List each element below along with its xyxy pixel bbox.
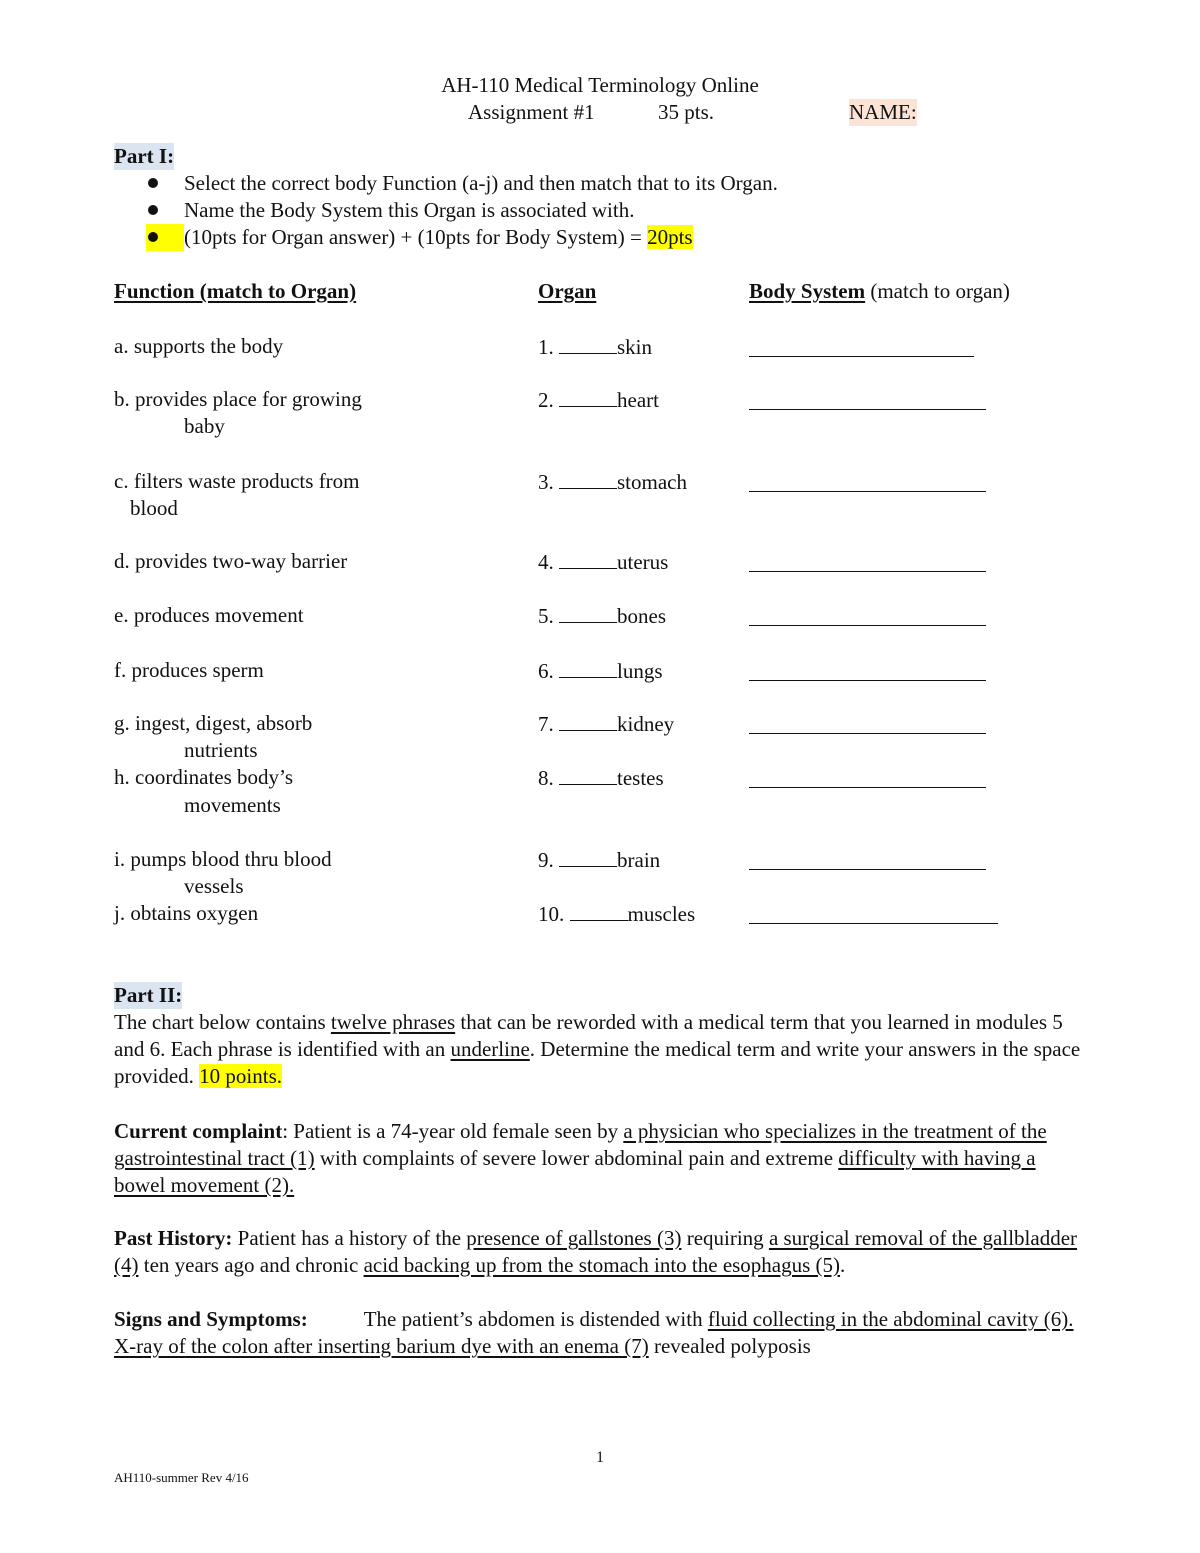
organ-number: 3. [538,470,559,494]
history-text: Patient has a history of the [232,1226,467,1250]
intro-points: 10 points. [199,1064,282,1088]
organ-answer-blank[interactable] [559,764,617,785]
organ-item[interactable] [538,846,660,874]
organ-name: skin [617,335,653,359]
instruction-3 [184,224,693,251]
organ-column-header: Organ [538,279,597,303]
function-d: d. provides two-way barrier [114,549,348,573]
function-e: e. produces movement [114,603,304,627]
signs-text: The patient’s abdomen is distended with [363,1307,708,1331]
name-label: NAME: [849,100,917,124]
history-label: Past History: [114,1226,233,1250]
current-complaint [114,1118,1089,1199]
phrase-7: X-ray of the colon after inserting barium dye with an enema (7) [114,1334,649,1358]
phrase-4: a surgical removal of the gallbladder (4) [114,1226,1078,1277]
points-breakdown: (10pts for Organ answer) + (10pts for Body System) = [184,225,648,249]
history-text: . [840,1253,846,1277]
function-f: f. produces sperm [114,658,264,682]
function-g-cont: nutrients [184,738,258,762]
organ-name: testes [617,766,664,790]
organ-item[interactable] [538,602,666,630]
organ-item[interactable] [538,468,687,496]
system-answer-line[interactable] [749,409,986,410]
function-c-cont: blood [130,496,178,520]
system-answer-line[interactable] [749,680,986,681]
bullet-icon [148,205,158,215]
bullet-icon [148,178,158,188]
intro-text: . Determine the medical term and write your answers in the space provided. [114,1037,1081,1088]
document-title: AH-110 Medical Terminology Online [441,73,759,97]
phrase-5: acid backing up from the stomach into the esophagus (5) [363,1253,841,1277]
organ-answer-blank[interactable] [570,900,628,921]
function-b-cont: baby [184,414,225,438]
organ-answer-blank[interactable] [559,548,617,569]
signs-label: Signs and Symptoms: [114,1307,308,1331]
system-answer-line[interactable] [749,571,986,572]
history-text: ten years ago and chronic [138,1253,364,1277]
intro-text: that can be reworded with a medical term that you learned in modules 5 and 6. Each phrase is identified with an [114,1010,1063,1061]
complaint-text: with complaints of severe lower abdominal pain and extreme [314,1146,839,1170]
function-j: j. obtains oxygen [114,901,259,925]
organ-number: 10. [538,902,570,926]
complaint-label: Current complaint [114,1119,283,1143]
revision-footer: AH110-summer Rev 4/16 [114,1470,249,1485]
system-answer-line[interactable] [749,733,986,734]
part2-heading: Part II: [114,983,183,1007]
organ-answer-blank[interactable] [559,333,617,354]
system-column-header [749,278,1010,305]
system-answer-line[interactable] [749,923,998,924]
bullet-icon [148,232,158,242]
organ-name: heart [617,388,659,412]
system-answer-line[interactable] [749,356,974,357]
organ-name: bones [617,604,666,628]
organ-name: stomach [617,470,687,494]
intro-text: The chart below contains [114,1010,331,1034]
organ-number: 5. [538,604,559,628]
intro-underlined: twelve phrases [330,1010,456,1034]
organ-answer-blank[interactable] [559,468,617,489]
function-b: b. provides place for growing [114,387,362,411]
function-i-cont: vessels [184,874,244,898]
system-answer-line[interactable] [749,869,986,870]
page-number: 1 [596,1449,604,1466]
points-total: 20pts [647,225,693,249]
function-a: a. supports the body [114,334,284,358]
organ-item[interactable] [538,764,664,792]
part2-intro [114,1009,1089,1090]
organ-number: 8. [538,766,559,790]
assignment-label: Assignment #1 [468,100,595,124]
system-answer-line[interactable] [749,491,986,492]
function-h-cont: movements [184,793,281,817]
past-history [114,1225,1089,1279]
organ-number: 2. [538,388,559,412]
function-g: g. ingest, digest, absorb [114,711,313,735]
organ-item[interactable] [538,710,674,738]
organ-item[interactable] [538,900,695,928]
function-c: c. filters waste products from [114,469,360,493]
organ-name: kidney [617,712,675,736]
organ-number: 9. [538,848,559,872]
organ-number: 1. [538,335,559,359]
organ-name: brain [617,848,661,872]
organ-number: 7. [538,712,559,736]
complaint-text: : Patient is a 74-year old female seen by [282,1119,624,1143]
system-answer-line[interactable] [749,625,986,626]
system-header-label: Body System [749,279,866,303]
organ-number: 4. [538,550,559,574]
function-h: h. coordinates body’s [114,765,294,789]
intro-underlined: underline [450,1037,530,1061]
organ-answer-blank[interactable] [559,386,617,407]
organ-answer-blank[interactable] [559,657,617,678]
part1-heading: Part I: [114,144,175,168]
system-answer-line[interactable] [749,787,986,788]
points-label: 35 pts. [658,100,715,124]
system-header-suffix: (match to organ) [865,279,1010,303]
organ-name: uterus [617,550,669,574]
organ-answer-blank[interactable] [559,602,617,623]
organ-answer-blank[interactable] [559,710,617,731]
phrase-6: fluid collecting in the abdominal cavity (6). [707,1307,1074,1331]
organ-item[interactable] [538,386,659,414]
organ-item[interactable] [538,548,668,576]
signs-text: revealed polyposis [648,1334,811,1358]
instruction-2: Name the Body System this Organ is associated with. [184,198,635,222]
phrase-2: difficulty with having a bowel movement (2). [114,1146,1036,1197]
organ-item[interactable] [538,333,652,361]
phrase-3: presence of gallstones (3) [466,1226,682,1250]
organ-name: muscles [627,902,696,926]
phrase-1: a physician who specializes in the treatment of the gastrointestinal tract (1) [114,1119,1047,1170]
organ-name: lungs [617,659,663,683]
function-i: i. pumps blood thru blood [114,847,332,871]
signs-symptoms [114,1306,1089,1360]
organ-answer-blank[interactable] [559,846,617,867]
history-text: requiring [681,1226,769,1250]
function-column-header: Function (match to Organ) [114,279,357,303]
organ-item[interactable] [538,657,663,685]
organ-number: 6. [538,659,559,683]
instruction-1: Select the correct body Function (a-j) and then match that to its Organ. [184,171,778,195]
